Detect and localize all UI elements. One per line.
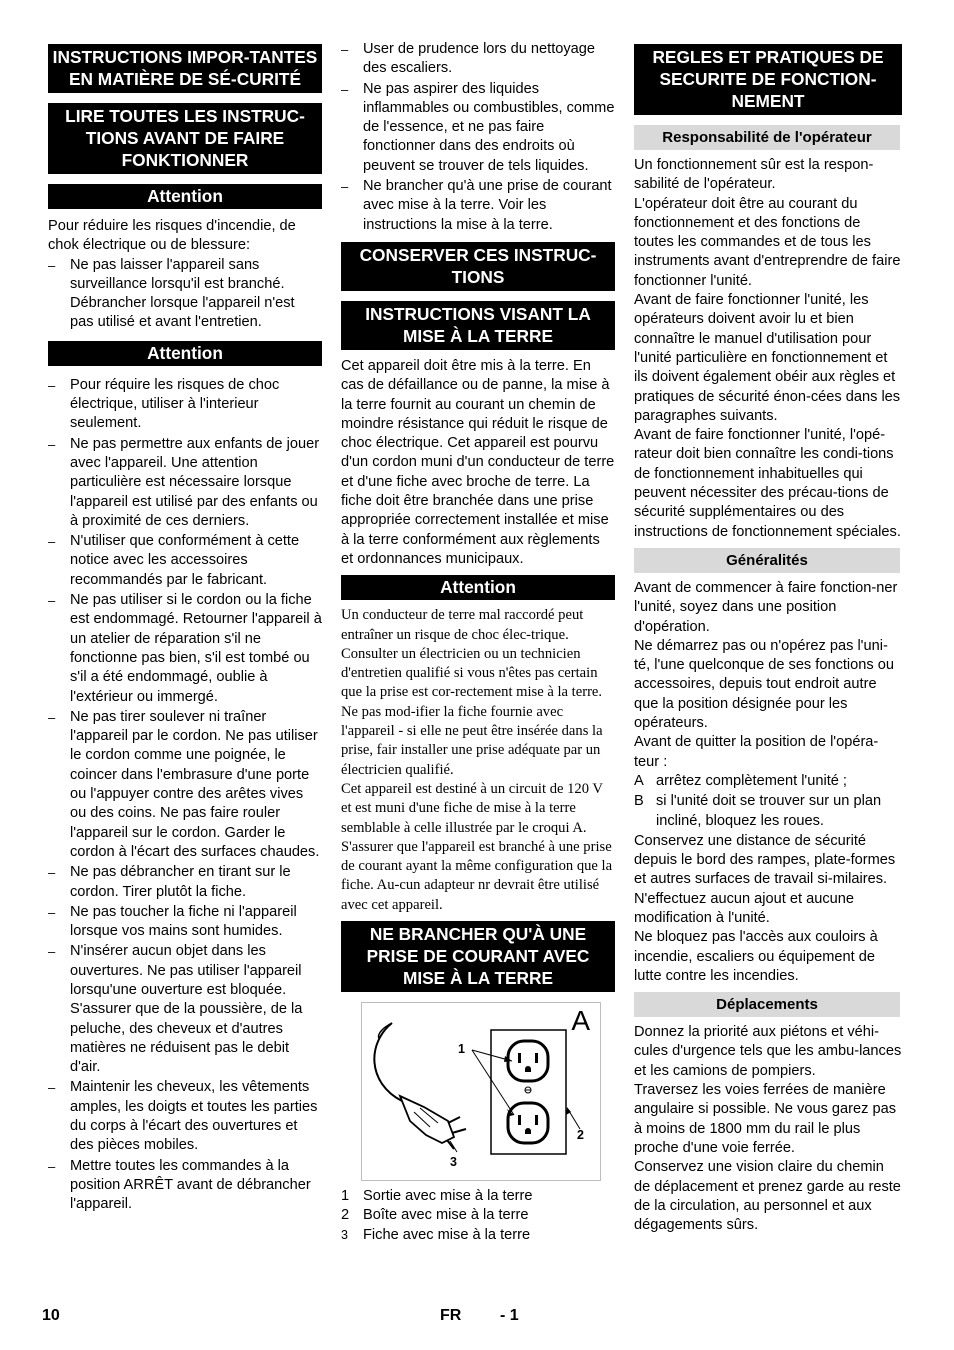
- dash-bullet: –: [48, 257, 56, 273]
- list-item: [48, 1157, 322, 1215]
- list-item-text: Ne pas permettre aux enfants de jouer avec l'appareil. Une attention particulière est nécessaire lorsque l'appareil est utilisé par des enfants ou à proximité de ces derniers.: [70, 435, 320, 529]
- paragraph: Avant de faire fonctionner l'unité, l'opé-rateur doit bien connaître les condi-tions de fonctionnement inhabituelles qui peuvent nécessiter des précau-tions de sécurité supplémentaires ou des instructions de fonctionnement spéciales.: [634, 427, 901, 540]
- list-item-text: Maintenir les cheveux, les vêtements amples, les doigts et toutes les parties du corps à l'écart des ouvertures et des pièces mobiles.: [70, 1079, 318, 1154]
- item-text: arrêtez complètement l'unité ;: [656, 772, 847, 789]
- heading-grounded-outlet-only: NE BRANCHER QU'À UNE PRISE DE COURANT AVEC MISE À LA TERRE: [341, 921, 615, 992]
- callout-2-label: 2: [577, 1127, 584, 1142]
- dash-bullet: –: [48, 593, 56, 609]
- list-item-text: N'utiliser que conformément à cette notice avec les accessoires recommandés par le fabricant.: [70, 533, 300, 588]
- list-item: [48, 376, 322, 434]
- list-item: [48, 942, 322, 1077]
- legend-text: Fiche avec mise à la terre: [363, 1226, 531, 1243]
- dash-bullet: –: [341, 179, 349, 195]
- legend-number: 3: [341, 1227, 348, 1242]
- warning-list-2: [48, 376, 322, 1215]
- subheading-operator-responsibility: Responsabilité de l'opérateur: [634, 125, 900, 150]
- list-item-text: Ne pas utiliser si le cordon ou la fiche est endommagé. Retourner l'appareil à un atelier de réparation s'il ne fonctionne pas bien, s'il est tombé ou s'il a été endommagé, oublie à l'extérieur ou immergé.: [70, 592, 322, 705]
- dash-bullet: –: [48, 944, 56, 960]
- lettered-item: [634, 772, 902, 791]
- list-item-text: N'insérer aucun objet dans les ouvertures. Ne pas utiliser l'appareil lorsqu'une ouverture est bloquée. S'assurer que de la poussière, de la peluche, des cheveux et d'autres matières ne réduisent pas le debit d'air.: [70, 943, 303, 1076]
- dash-bullet: –: [48, 436, 56, 452]
- subheading-travel: Déplacements: [634, 992, 900, 1017]
- heading-read-all-instructions: LIRE TOUTES LES INSTRUC-TIONS AVANT DE FAIRE FONKTIONNER: [48, 103, 322, 174]
- list-item: [48, 591, 322, 707]
- item-letter: B: [634, 793, 644, 810]
- paragraph: Un fonctionnement sûr est la respon-sabilité de l'opérateur.: [634, 157, 874, 193]
- list-item-text: Ne pas laisser l'appareil sans surveillance lorsqu'il est branché. Débrancher lorsque l'appareil n'est pas utilisé et avant l'entretien.: [70, 256, 295, 331]
- dash-bullet: –: [48, 1158, 56, 1174]
- list-item-text: Ne pas débrancher en tirant sur le cordon. Tirer plutôt la fiche.: [70, 864, 291, 900]
- item-text: si l'unité doit se trouver sur un plan incliné, bloquez les roues.: [656, 793, 882, 829]
- list-item: [341, 80, 615, 176]
- list-item-text: Ne pas aspirer des liquides inflammables ou combustibles, comme de l'essence, et ne pas faire fonctionner dans des endroits où peuvent se trouver de tels liquides.: [363, 80, 615, 174]
- page-number: 10: [42, 1307, 60, 1324]
- legend-item: [341, 1206, 615, 1225]
- warning-list-1: [48, 256, 322, 333]
- subheading-general: Généralités: [634, 548, 900, 573]
- warning-list-3: [341, 40, 615, 235]
- legend-item: [341, 1187, 615, 1206]
- dash-bullet: –: [48, 709, 56, 725]
- footer-subpage: - 1: [500, 1307, 519, 1324]
- paragraph: Ne démarrez pas ou n'opérez pas l'uni-té, l'une quelconque de ses fonctions ou accessoires, depuis tout endroit autre que la position désignée pour les opérateurs.: [634, 637, 894, 732]
- paragraph: N'effectuez aucun ajout et aucune modification à l'unité.: [634, 890, 854, 926]
- column-1: [48, 44, 322, 1216]
- grounding-warning-paragraph: Un conducteur de terre mal raccordé peut entraîner un risque de choc élec-trique. Consulter un électricien ou un technicien d'entretien qualifié si vous n'êtes pas certain que la prise est cor-rectement mise à la terre. Ne pas mod-ifier la fiche fournie avec l'appareil - si elle ne peut être insérée dans la prise, fair installer une prise adéquate par un électricien qualifié.: [341, 607, 603, 778]
- bottom-receptacle: [508, 1103, 548, 1143]
- lettered-item: [634, 792, 902, 831]
- paragraph: Donnez la priorité aux piétons et véhi-cules d'urgence tels que les ambu-lances et les camions de pompiers.: [634, 1024, 902, 1079]
- attention-heading: Attention: [341, 575, 615, 600]
- paragraph: Avant de commencer à faire fonction-ner l'unité, soyez dans une position d'opération.: [634, 579, 898, 635]
- list-item: [48, 532, 322, 590]
- plug-outlet-illustration: [362, 1003, 600, 1180]
- column-2: [341, 40, 615, 1245]
- list-item: [48, 863, 322, 902]
- item-letter: A: [634, 772, 644, 789]
- grounding-paragraph: Cet appareil doit être mis à la terre. En cas de défaillance ou de panne, la mise à la terre fournit au courant un chemin de moindre résistance qui réduit le risque de choc électrique. Cet appareil est pourvu d'un cordon muni d'un conducteur de terre et d'une fiche avec broche de terre. La fiche doit être branchée dans une prise appropriée correctement installée et mise à la terre conformément aux règlements et ordonnances municipaux.: [341, 357, 615, 567]
- circuit-paragraph: Cet appareil est destiné à un circuit de 120 V et est muni d'une fiche de mise à la terre semblable à celle illustrée par le croqui A. S'assurer que l'appareil est branché à une prise de courant ayant la même configuration que la fiche. Au-cun adapteur nr devrait être utilisé avec cet appareil.: [341, 780, 613, 913]
- dash-bullet: –: [48, 865, 56, 881]
- paragraph: Traversez les voies ferrées de manière angulaire si possible. Ne vous garez pas à moins de 1800 mm du rail le plus proche d'une voie ferrée.: [634, 1082, 897, 1156]
- heading-safety-instructions: INSTRUCTIONS IMPOR-TANTES EN MATIÈRE DE SÉ-CURITÉ: [48, 44, 322, 93]
- list-item-text: User de prudence lors du nettoyage des escaliers.: [363, 41, 596, 77]
- list-item: [48, 1078, 322, 1155]
- top-receptacle: [508, 1041, 548, 1081]
- footer-language: FR: [440, 1307, 462, 1324]
- plug-body: [400, 1096, 454, 1143]
- callout-3-label: 3: [450, 1154, 457, 1169]
- legend-text: Boîte avec mise à la terre: [363, 1207, 529, 1224]
- dash-bullet: –: [48, 534, 56, 550]
- heading-keep-instructions: CONSERVER CES INSTRUC-TIONS: [341, 242, 615, 291]
- paragraph: L'opérateur doit être au courant du fonctionnement et des fonctions de toutes les commandes et de tous les instruments avant d'entreprendre de faire fonctionner l'unité.: [634, 195, 901, 289]
- paragraph: Conservez une vision claire du chemin de déplacement et prenez garde au reste de la circulation, au personnel et aux dégagements sûrs.: [634, 1159, 901, 1234]
- list-item-text: Mettre toutes les commandes à la position ARRÊT avant de débrancher l'appareil.: [70, 1157, 311, 1213]
- intro-paragraph: Pour réduire les risques d'incendie, de chok électrique ou de blessure:: [48, 218, 296, 254]
- list-item-text: Ne pas tirer soulever ni traîner l'appareil par le cordon. Ne pas utiliser le cordon comme une poignée, le coincer dans l'embrasure d'une porte ou l'appuyer contre des arêtes vives ou des coins. Ne pas faire rouler l'appareil sur le cordon. Garder le cordon à l'écart des surfaces chaudes.: [70, 708, 320, 860]
- dash-bullet: –: [341, 42, 349, 57]
- legend-item: [341, 1226, 615, 1245]
- paragraph: Avant de faire fonctionner l'unité, les opérateurs doivent avoir lu et bien connaître le manuel d'utilisation pour l'unité particulière en fonctionnement et ils doivent également obéir aux règles et pratiques de sécurité énon-cées dans les paragraphes suivants.: [634, 292, 901, 424]
- paragraph: Ne bloquez pas l'accès aux couloirs à incendie, escaliers ou équipement de lutte contre les incendies.: [634, 929, 878, 984]
- list-item: [48, 256, 322, 333]
- dash-bullet: –: [341, 81, 349, 97]
- list-item: [48, 435, 322, 531]
- list-item: [341, 40, 615, 79]
- attention-heading: Attention: [48, 184, 322, 209]
- paragraph: Conservez une distance de sécurité depuis le bord des rampes, plate-formes et autres surfaces de travail si-milaires.: [634, 832, 896, 888]
- list-item-text: Ne pas toucher la fiche ni l'appareil lorsque vos mains sont humides.: [70, 903, 297, 940]
- grounded-outlet-figure: [361, 1002, 601, 1181]
- paragraph: Avant de quitter la position de l'opéra-teur :: [634, 734, 879, 770]
- legend-number: 1: [341, 1187, 350, 1204]
- dash-bullet: –: [48, 377, 56, 393]
- list-item: [48, 708, 322, 862]
- list-item-text: Pour réquire les risques de choc électrique, utiliser à l'interieur seulement.: [70, 376, 280, 432]
- list-item: [341, 177, 615, 235]
- dash-bullet: –: [48, 904, 56, 920]
- travel-text: [634, 1023, 902, 1235]
- heading-grounding-instructions: INSTRUCTIONS VISANT LA MISE À LA TERRE: [341, 301, 615, 350]
- figure-legend: [341, 1187, 615, 1245]
- column-3: [634, 44, 902, 1235]
- general-text-a: [634, 579, 902, 772]
- operator-responsibility-text: [634, 156, 902, 542]
- general-text-b: [634, 832, 902, 986]
- heading-operating-safety-rules: REGLES ET PRATIQUES DE SECURITE DE FONCTION-NEMENT: [634, 44, 902, 115]
- legend-text: Sortie avec mise à la terre: [363, 1187, 533, 1204]
- figure-letter: A: [571, 1004, 590, 1036]
- attention-heading: Attention: [48, 341, 322, 366]
- dash-bullet: –: [48, 1080, 56, 1096]
- list-item: [48, 903, 322, 942]
- list-item-text: Ne brancher qu'à une prise de courant avec mise à la terre. Voir les instructions la mise à la terre.: [363, 178, 612, 233]
- legend-number: 2: [341, 1207, 350, 1224]
- callout-1-label: 1: [458, 1041, 465, 1056]
- general-lettered-list: [634, 772, 902, 831]
